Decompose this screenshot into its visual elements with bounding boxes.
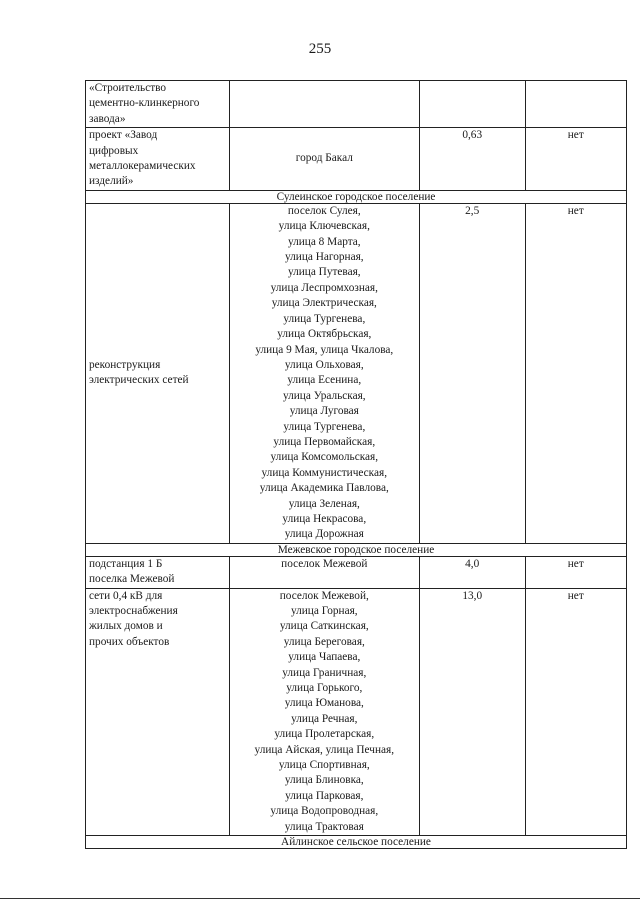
col2-line: улица Ольховая, <box>284 358 364 371</box>
col2-line: улица Зеленая, <box>288 497 360 510</box>
col2-line: город Бакал <box>295 152 353 165</box>
col2-line: улица Ключевская, <box>278 220 370 233</box>
col2-line: улица Комсомольская, <box>270 451 379 464</box>
col1-line: цементно-клинкерного <box>89 97 200 110</box>
object-name-cell <box>86 128 230 191</box>
location-cell <box>229 588 419 836</box>
section-header-row <box>86 543 627 556</box>
capacity-cell <box>419 81 525 128</box>
col2-line: улица Береговая, <box>283 635 365 648</box>
location-cell <box>229 128 419 191</box>
col2-line: улица Юманова, <box>284 697 364 710</box>
col2-line: улица Есенина, <box>287 374 362 387</box>
col1-line: сети 0,4 кВ для <box>89 589 163 602</box>
col2-line: улица Коммунистическая, <box>261 466 388 479</box>
col2-line: поселок Межевой <box>281 557 368 570</box>
col2-line: улица Спортивная, <box>278 759 370 772</box>
col2-line: улица 9 Мая, улица Чкалова, <box>255 343 394 356</box>
col1-line: завода» <box>89 112 126 125</box>
col2-line: улица Айская, улица Печная, <box>254 743 395 756</box>
col1-line: изделий» <box>89 175 134 188</box>
col2-line: улица Пролетарская, <box>274 728 375 741</box>
table-row <box>86 128 627 191</box>
page-number: 255 <box>308 41 332 57</box>
capacity-cell: 0,63 <box>419 128 525 191</box>
col1-line: прочих объектов <box>89 635 170 648</box>
col1-line: проект «Завод <box>89 129 158 142</box>
col2-line: улица Горная, <box>290 605 358 617</box>
object-name-cell <box>86 203 230 543</box>
status-cell: нет <box>525 588 626 836</box>
object-name-cell <box>86 81 230 128</box>
table-row <box>86 588 627 836</box>
location-cell <box>229 556 419 588</box>
col2-line: улица Уральская, <box>282 389 366 402</box>
col2-line: улица Водопроводная, <box>270 805 379 818</box>
col1-line: электрических сетей <box>89 374 189 387</box>
col2-line: улица Тургенева, <box>283 420 366 433</box>
col2-line: улица Академика Павлова, <box>259 482 389 495</box>
col2-line: улица Блиновка, <box>284 774 364 787</box>
col2-line: улица Некрасова, <box>282 512 367 525</box>
location-cell <box>229 203 419 543</box>
table-row <box>86 81 627 128</box>
col1-line: реконструкция <box>89 358 161 371</box>
page-bottom-rule <box>0 898 640 899</box>
col2-line: улица Речная, <box>291 712 358 725</box>
col2-line: улица 8 Марта, <box>287 235 361 248</box>
section-title: Сулеинское городское поселение <box>86 190 627 203</box>
col1-line: металлокерамических <box>89 160 196 173</box>
section-title: Айлинское сельское поселение <box>86 836 627 849</box>
col1-line: «Строительство <box>89 82 167 94</box>
table-row <box>86 556 627 588</box>
col1-line: подстанция 1 Б <box>89 557 163 570</box>
col1-line: поселка Межевой <box>89 573 175 586</box>
section-title: Межевское городское поселение <box>86 543 627 556</box>
col2-line: улица Октябрьская, <box>277 328 372 341</box>
col2-line: улица Парковая, <box>285 789 364 802</box>
col1-line: цифровых <box>89 144 139 157</box>
col2-line: улица Леспромхозная, <box>270 281 378 294</box>
col2-line: улица Саткинская, <box>279 620 369 633</box>
capacity-cell: 4,0 <box>419 556 525 588</box>
col2-line: улица Тургенева, <box>283 312 366 325</box>
col2-line: улица Трактовая <box>284 820 364 833</box>
col1-line: электроснабжения <box>89 605 178 617</box>
infrastructure-table <box>85 80 627 849</box>
col2-line: улица Путевая, <box>287 266 361 279</box>
status-cell: нет <box>525 203 626 543</box>
capacity-cell: 2,5 <box>419 203 525 543</box>
object-name-cell <box>86 588 230 836</box>
object-name-cell <box>86 556 230 588</box>
col2-line: улица Луговая <box>289 405 359 418</box>
col2-line: поселок Межевой, <box>279 589 369 602</box>
col2-line: улица Горького, <box>286 682 363 695</box>
capacity-cell: 13,0 <box>419 588 525 836</box>
location-cell <box>229 81 419 128</box>
section-header-row <box>86 836 627 849</box>
status-cell <box>525 81 626 128</box>
section-header-row <box>86 190 627 203</box>
col2-line: улица Граничная, <box>282 666 367 679</box>
table-body <box>86 81 627 849</box>
table-row <box>86 203 627 543</box>
status-cell: нет <box>525 556 626 588</box>
col2-line: улица Нагорная, <box>284 251 364 264</box>
col2-line: улица Дорожная <box>284 528 364 541</box>
col2-line: улица Электрическая, <box>271 297 377 310</box>
col2-line: улица Чапаева, <box>288 651 361 664</box>
col2-line: поселок Сулея, <box>287 204 361 217</box>
status-cell: нет <box>525 128 626 191</box>
col2-line: улица Первомайская, <box>273 435 376 448</box>
col1-line: жилых домов и <box>89 620 163 633</box>
